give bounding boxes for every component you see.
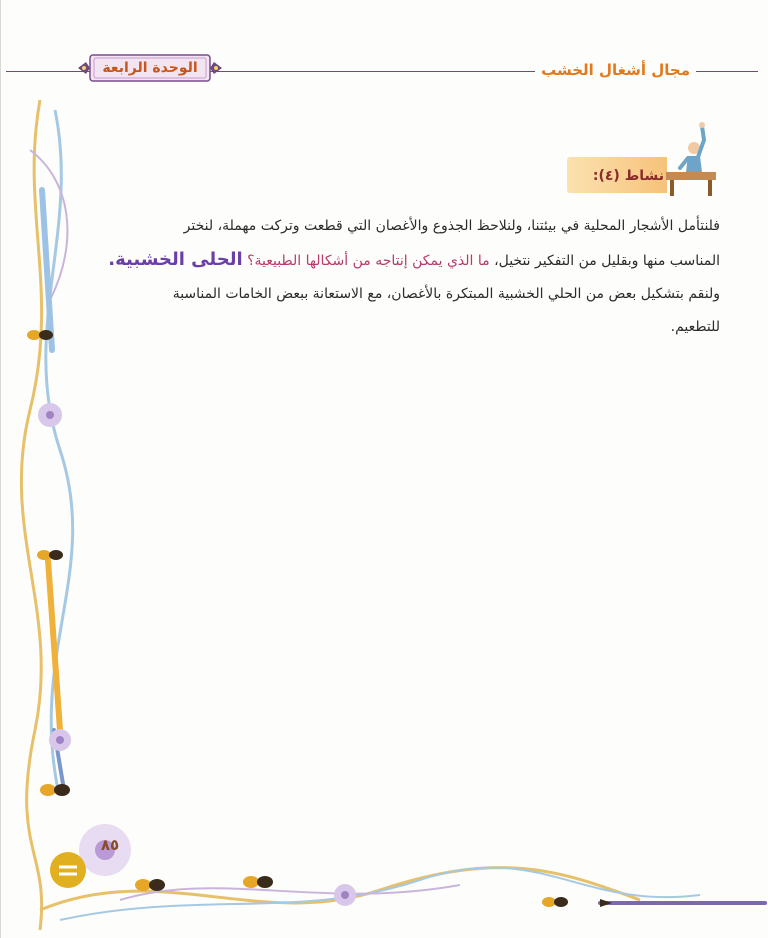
butterfly-icon	[542, 897, 568, 907]
body-line-1: فلنتأمل الأشجار المحلية في بيئتنا، ولنلاحظ الجذوع والأغصان التي قطعت وتركت مهملة، لنختر	[183, 218, 720, 234]
activity-label: نشاط (٤):	[592, 168, 664, 184]
unit-label: الوحدة الرابعة	[102, 60, 198, 76]
publisher-logo-icon	[50, 852, 86, 888]
body-line-4: للتطعيم.	[670, 319, 720, 335]
bottom-floral-border-decoration	[0, 800, 768, 938]
page-number: ٨٥	[100, 836, 120, 854]
butterfly-icon	[135, 879, 165, 891]
body-line-2	[84, 243, 720, 278]
chapter-title: مجال أشغال الخشب	[535, 60, 696, 80]
flower-icon	[334, 884, 356, 906]
activity-body-text	[84, 210, 720, 344]
paintbrush-icon	[600, 899, 765, 907]
butterfly-icon	[40, 784, 70, 796]
body-question: ما الذي يمكن إنتاجه من أشكالها الطبيعية؟	[247, 253, 490, 269]
butterfly-icon	[243, 876, 273, 888]
flower-icon	[38, 403, 62, 427]
body-line-3: ولنقم بتشكيل بعض من الحلي الخشبية المبتكرة بالأغصان، مع الاستعانة ببعض الخامات المناسبة	[172, 286, 720, 302]
body-line-2-start: المناسب منها وبقليل من التفكير نتخيل،	[489, 253, 720, 269]
flower-icon	[49, 729, 71, 751]
body-highlight: الحلى الخشبية.	[108, 249, 243, 270]
student-raising-hand-icon	[664, 120, 718, 198]
